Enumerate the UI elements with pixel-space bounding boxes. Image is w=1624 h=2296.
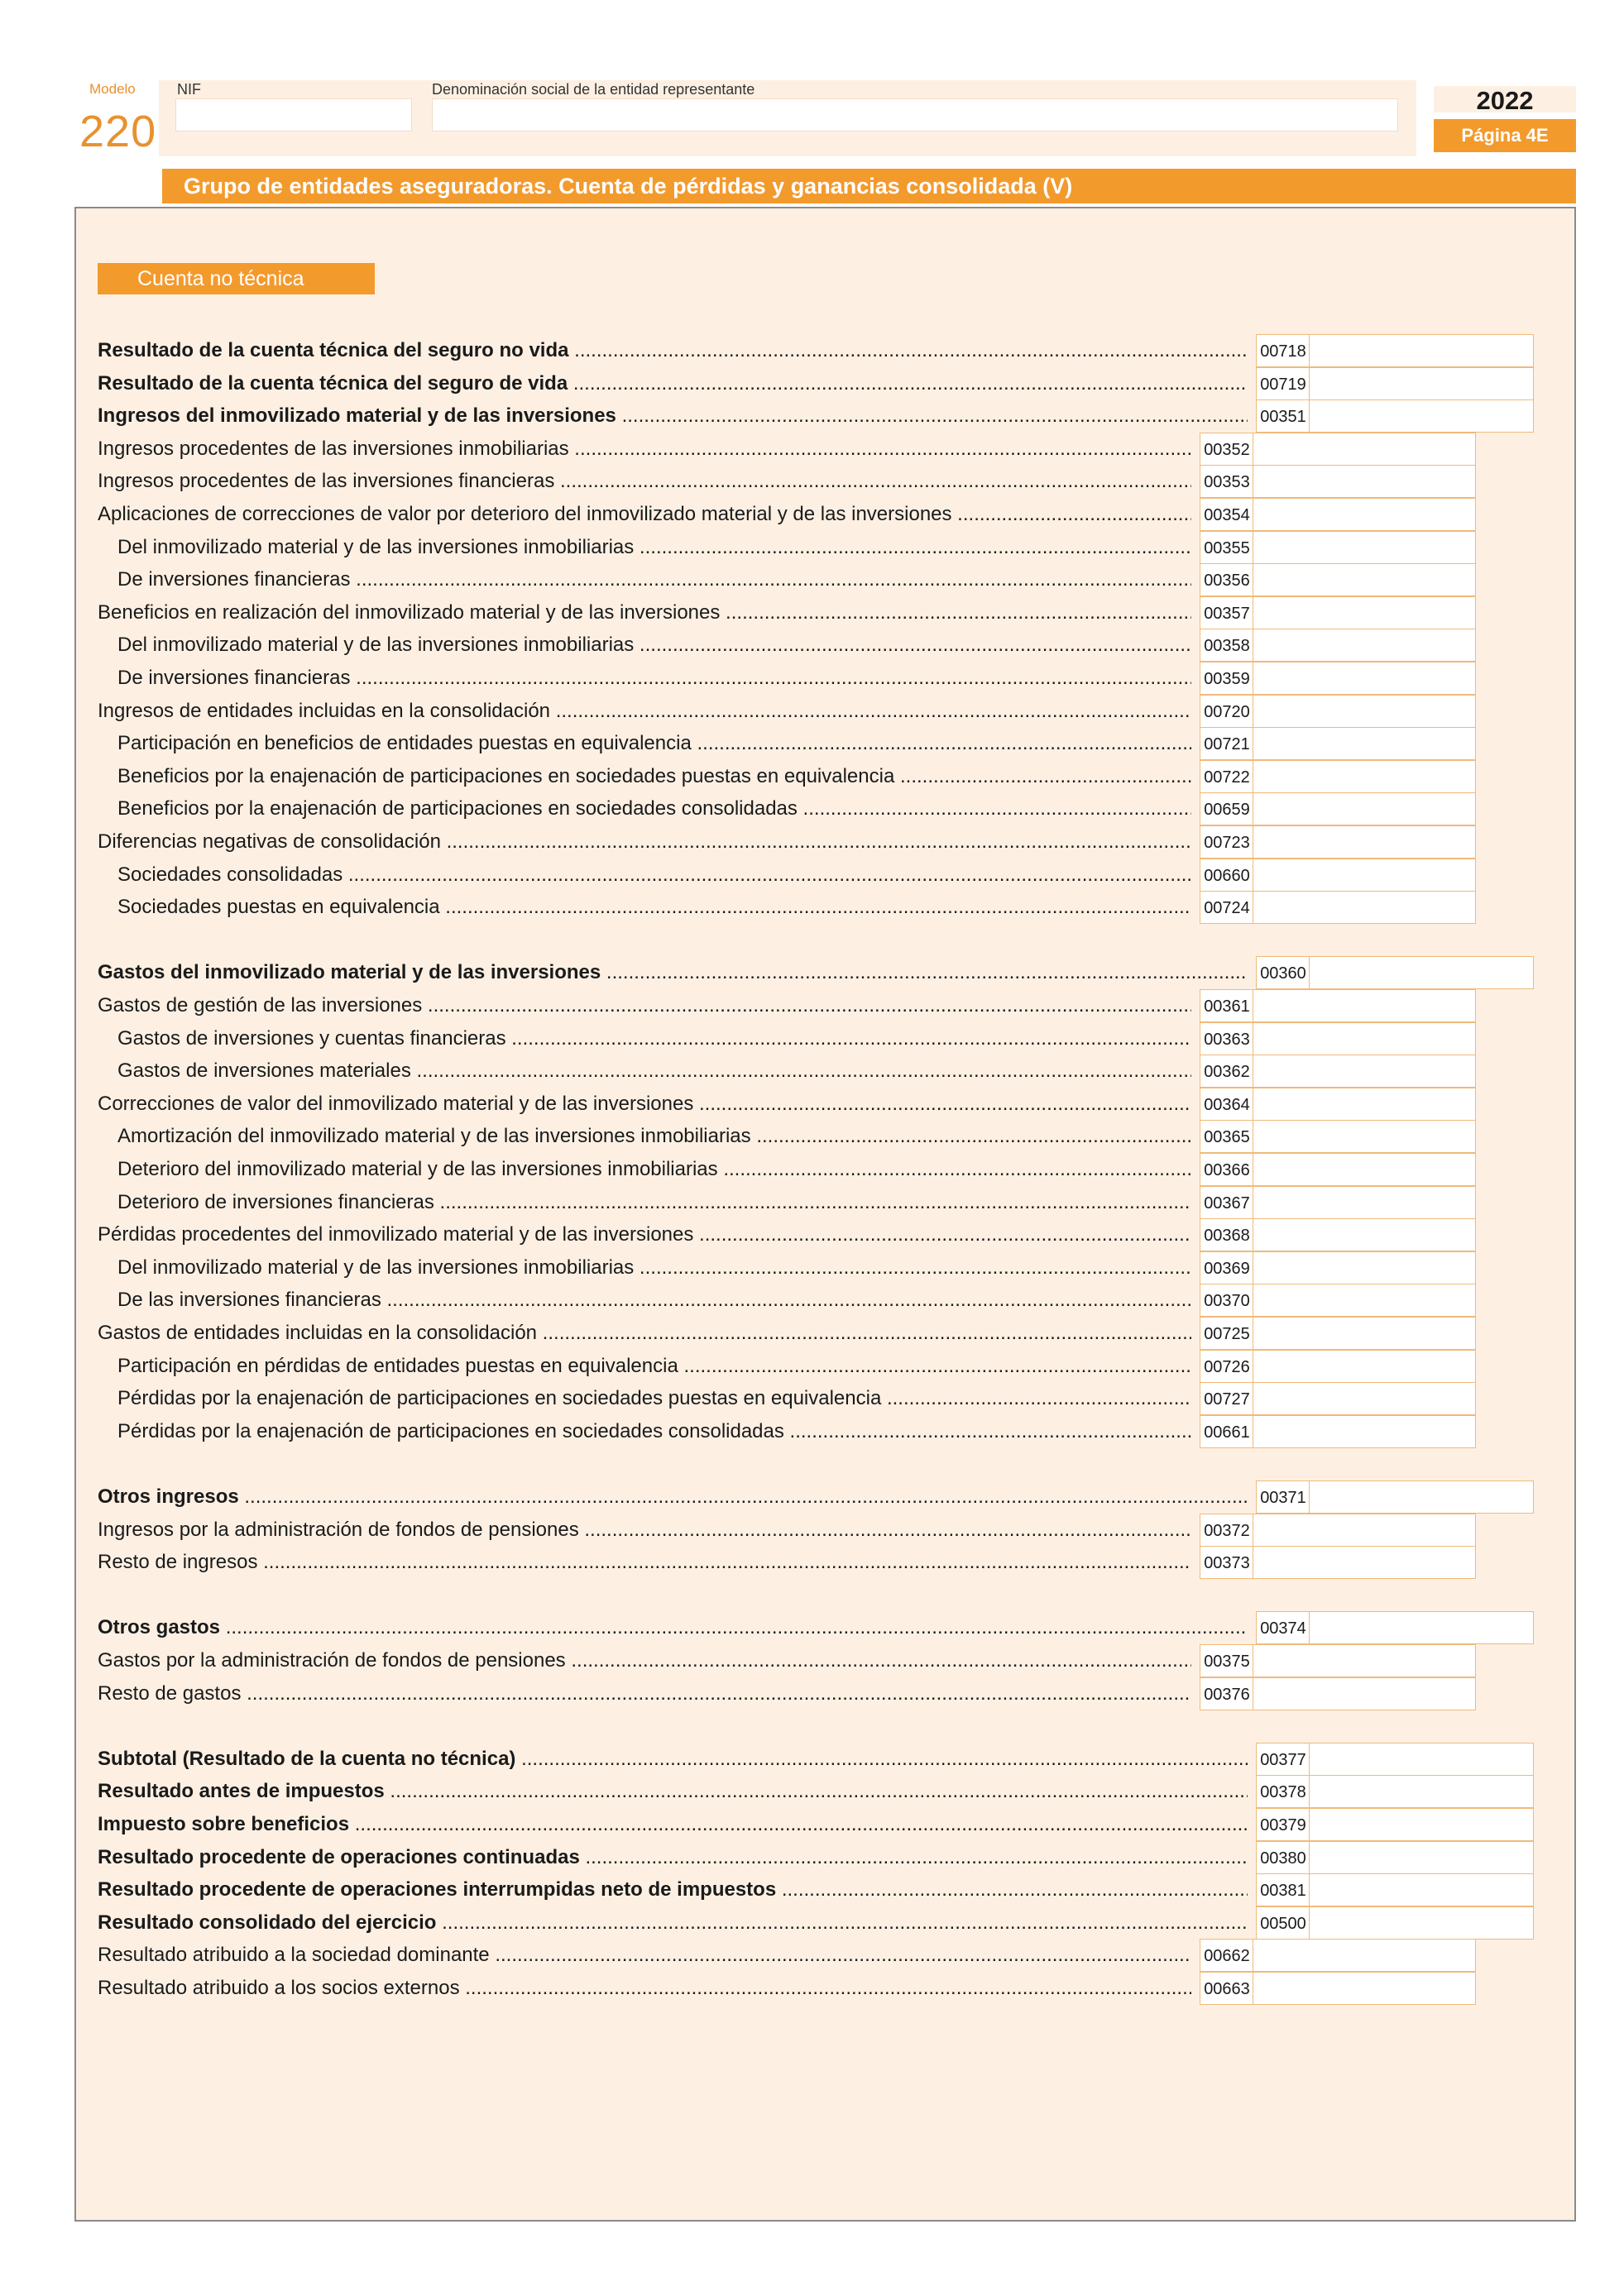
form-row: [0, 1284, 1624, 1317]
row-label: Resultado consolidado del ejercicio .....: [98, 1906, 1248, 1940]
form-row: [0, 1611, 1624, 1644]
row-label: Deterioro del inmovilizado material y de las inversiones inmobiliarias .....: [117, 1153, 1191, 1186]
row-label: Sociedades puestas en equivalencia .....: [117, 891, 1191, 924]
row-label: Ingresos por la administración de fondos de pensiones .....: [98, 1514, 1191, 1547]
amount-input[interactable]: [1309, 1808, 1534, 1841]
amount-input[interactable]: [1253, 1415, 1476, 1448]
box-code: 00375: [1200, 1644, 1253, 1677]
amount-input[interactable]: [1253, 859, 1476, 892]
form-row: [0, 1514, 1624, 1547]
box-code: 00724: [1200, 891, 1253, 924]
row-label: Otros gastos .....: [98, 1611, 1248, 1644]
box-code: 00376: [1200, 1677, 1253, 1710]
box-code: 00661: [1200, 1415, 1253, 1448]
box-code: 00721: [1200, 727, 1253, 760]
box-code: 00725: [1200, 1317, 1253, 1350]
row-label: Otros ingresos .....: [98, 1480, 1248, 1514]
amount-input[interactable]: [1253, 1218, 1476, 1251]
form-row: [0, 727, 1624, 760]
amount-input[interactable]: [1309, 399, 1534, 433]
amount-input[interactable]: [1253, 1055, 1476, 1088]
amount-input[interactable]: [1309, 1611, 1534, 1644]
box-code: 00353: [1200, 465, 1253, 498]
form-row: [0, 433, 1624, 466]
form-row: [0, 662, 1624, 695]
form-row: [0, 531, 1624, 564]
box-code: 00357: [1200, 596, 1253, 629]
box-code: 00360: [1256, 956, 1310, 989]
row-label: Participación en beneficios de entidades puestas en equivalencia .....: [117, 727, 1191, 760]
row-label: Resultado antes de impuestos .....: [98, 1775, 1248, 1808]
modelo-label: Modelo: [89, 81, 136, 97]
row-label: Gastos de gestión de las inversiones .....: [98, 989, 1191, 1022]
amount-input[interactable]: [1309, 1906, 1534, 1940]
amount-input[interactable]: [1309, 367, 1534, 400]
amount-input[interactable]: [1253, 1644, 1476, 1677]
form-row: [0, 1546, 1624, 1579]
box-code: 00380: [1256, 1841, 1310, 1874]
amount-input[interactable]: [1309, 1480, 1534, 1514]
amount-input[interactable]: [1309, 1743, 1534, 1776]
amount-input[interactable]: [1253, 1317, 1476, 1350]
box-code: 00368: [1200, 1218, 1253, 1251]
form-row: [0, 859, 1624, 892]
form-row: [0, 760, 1624, 793]
page-badge: Página 4E: [1434, 119, 1576, 152]
box-code: 00371: [1256, 1480, 1310, 1514]
form-row: [0, 1218, 1624, 1251]
form-row: [0, 367, 1624, 400]
row-label: Resultado procedente de operaciones interrumpidas neto de impuestos .....: [98, 1873, 1248, 1906]
form-row: [0, 1841, 1624, 1874]
form-row: [0, 1415, 1624, 1448]
amount-input[interactable]: [1253, 1186, 1476, 1219]
box-code: 00378: [1256, 1775, 1310, 1808]
form-row: [0, 1873, 1624, 1906]
row-label: Pérdidas procedentes del inmovilizado material y de las inversiones .....: [98, 1218, 1191, 1251]
row-label: Diferencias negativas de consolidación .....: [98, 825, 1191, 859]
row-label: Gastos del inmovilizado material y de las inversiones .....: [98, 956, 1248, 989]
box-code: 00352: [1200, 433, 1253, 466]
row-label: Beneficios en realización del inmovilizado material y de las inversiones .....: [98, 596, 1191, 629]
row-label: De inversiones financieras .....: [117, 563, 1191, 596]
box-code: 00356: [1200, 563, 1253, 596]
form-row: [0, 1972, 1624, 2005]
amount-input[interactable]: [1253, 1972, 1476, 2005]
form-row: [0, 792, 1624, 825]
row-label: Ingresos del inmovilizado material y de las inversiones .....: [98, 399, 1248, 433]
form-row: [0, 1088, 1624, 1121]
form-row: [0, 989, 1624, 1022]
amount-input[interactable]: [1253, 1251, 1476, 1284]
year-badge: 2022: [1434, 86, 1576, 112]
form-row: [0, 1186, 1624, 1219]
amount-input[interactable]: [1309, 1775, 1534, 1808]
form-row: [0, 1120, 1624, 1153]
box-code: 00662: [1200, 1939, 1253, 1972]
denominacion-label: Denominación social de la entidad representante: [432, 81, 755, 98]
amount-input[interactable]: [1253, 1677, 1476, 1710]
form-row: [0, 695, 1624, 728]
amount-input[interactable]: [1253, 1153, 1476, 1186]
box-code: 00727: [1200, 1382, 1253, 1415]
nif-input[interactable]: [175, 98, 412, 132]
amount-input[interactable]: [1253, 1120, 1476, 1153]
box-code: 00379: [1256, 1808, 1310, 1841]
box-code: 00372: [1200, 1514, 1253, 1547]
amount-input[interactable]: [1253, 1514, 1476, 1547]
nif-label: NIF: [177, 81, 201, 98]
amount-input[interactable]: [1253, 989, 1476, 1022]
row-label: Gastos de inversiones y cuentas financieras .....: [117, 1022, 1191, 1055]
form-row: [0, 1775, 1624, 1808]
form-row: [0, 1022, 1624, 1055]
form-row: [0, 1644, 1624, 1677]
box-code: 00364: [1200, 1088, 1253, 1121]
box-code: 00723: [1200, 825, 1253, 859]
amount-input[interactable]: [1253, 695, 1476, 728]
row-label: Deterioro de inversiones financieras .....: [117, 1186, 1191, 1219]
form-row: [0, 825, 1624, 859]
form-row: [0, 1480, 1624, 1514]
amount-input[interactable]: [1253, 498, 1476, 531]
row-label: Amortización del inmovilizado material y de las inversiones inmobiliarias .....: [117, 1120, 1191, 1153]
amount-input[interactable]: [1253, 465, 1476, 498]
form-row: [0, 1906, 1624, 1940]
form-row: [0, 498, 1624, 531]
row-label: Del inmovilizado material y de las inversiones inmobiliarias .....: [117, 629, 1191, 662]
form-row: [0, 334, 1624, 367]
row-label: Resto de gastos .....: [98, 1677, 1191, 1710]
box-code: 00718: [1256, 334, 1310, 367]
box-code: 00660: [1200, 859, 1253, 892]
box-code: 00720: [1200, 695, 1253, 728]
amount-input[interactable]: [1253, 1939, 1476, 1972]
form-row: [0, 891, 1624, 924]
amount-input[interactable]: [1253, 1382, 1476, 1415]
denominacion-input[interactable]: [432, 98, 1398, 132]
amount-input[interactable]: [1253, 825, 1476, 859]
box-code: 00359: [1200, 662, 1253, 695]
box-code: 00659: [1200, 792, 1253, 825]
form-row: [0, 1939, 1624, 1972]
row-label: Pérdidas por la enajenación de participaciones en sociedades puestas en equivalencia .....: [117, 1382, 1191, 1415]
row-label: Sociedades consolidadas .....: [117, 859, 1191, 892]
amount-input[interactable]: [1253, 563, 1476, 596]
amount-input[interactable]: [1253, 1022, 1476, 1055]
amount-input[interactable]: [1253, 433, 1476, 466]
box-code: 00361: [1200, 989, 1253, 1022]
amount-input[interactable]: [1253, 727, 1476, 760]
amount-input[interactable]: [1253, 1546, 1476, 1579]
row-label: Aplicaciones de correcciones de valor por deterioro del inmovilizado material y de las inversiones .....: [98, 498, 1191, 531]
form-row: [0, 1251, 1624, 1284]
form-row: [0, 1055, 1624, 1088]
form-row: [0, 1153, 1624, 1186]
row-label: Subtotal (Resultado de la cuenta no técnica) .....: [98, 1743, 1248, 1776]
row-label: Ingresos procedentes de las inversiones financieras .....: [98, 465, 1191, 498]
box-code: 00354: [1200, 498, 1253, 531]
form-row: [0, 465, 1624, 498]
form-row: [0, 399, 1624, 433]
box-code: 00726: [1200, 1350, 1253, 1383]
box-code: 00719: [1256, 367, 1310, 400]
row-label: Gastos de entidades incluidas en la consolidación .....: [98, 1317, 1191, 1350]
row-label: Pérdidas por la enajenación de participaciones en sociedades consolidadas .....: [117, 1415, 1191, 1448]
box-code: 00351: [1256, 399, 1310, 433]
box-code: 00369: [1200, 1251, 1253, 1284]
row-label: Beneficios por la enajenación de participaciones en sociedades puestas en equivalencia .....: [117, 760, 1191, 793]
box-code: 00363: [1200, 1022, 1253, 1055]
form-row: [0, 1677, 1624, 1710]
box-code: 00373: [1200, 1546, 1253, 1579]
amount-input[interactable]: [1309, 334, 1534, 367]
box-code: 00367: [1200, 1186, 1253, 1219]
box-code: 00663: [1200, 1972, 1253, 2005]
row-label: Beneficios por la enajenación de participaciones en sociedades consolidadas .....: [117, 792, 1191, 825]
row-label: De inversiones financieras .....: [117, 662, 1191, 695]
box-code: 00355: [1200, 531, 1253, 564]
box-code: 00358: [1200, 629, 1253, 662]
amount-input[interactable]: [1309, 956, 1534, 989]
amount-input[interactable]: [1253, 531, 1476, 564]
form-row: [0, 1743, 1624, 1776]
box-code: 00377: [1256, 1743, 1310, 1776]
page-title: Grupo de entidades aseguradoras. Cuenta de pérdidas y ganancias consolidada (V): [162, 169, 1576, 203]
amount-input[interactable]: [1253, 891, 1476, 924]
row-label: Gastos por la administración de fondos de pensiones .....: [98, 1644, 1191, 1677]
row-label: Resultado de la cuenta técnica del seguro no vida .....: [98, 334, 1248, 367]
row-label: Impuesto sobre beneficios .....: [98, 1808, 1248, 1841]
amount-input[interactable]: [1253, 792, 1476, 825]
form-row: [0, 629, 1624, 662]
row-label: Participación en pérdidas de entidades puestas en equivalencia .....: [117, 1350, 1191, 1383]
amount-input[interactable]: [1253, 1284, 1476, 1317]
amount-input[interactable]: [1309, 1841, 1534, 1874]
row-label: Del inmovilizado material y de las inversiones inmobiliarias .....: [117, 1251, 1191, 1284]
row-label: Resultado atribuido a la sociedad dominante .....: [98, 1939, 1191, 1972]
box-code: 00374: [1256, 1611, 1310, 1644]
row-label: Gastos de inversiones materiales .....: [117, 1055, 1191, 1088]
amount-input[interactable]: [1253, 760, 1476, 793]
amount-input[interactable]: [1309, 1873, 1534, 1906]
amount-input[interactable]: [1253, 662, 1476, 695]
form-row: [0, 1808, 1624, 1841]
form-row: [0, 596, 1624, 629]
row-label: Resultado procedente de operaciones continuadas .....: [98, 1841, 1248, 1874]
row-label: Ingresos de entidades incluidas en la consolidación .....: [98, 695, 1191, 728]
row-label: Del inmovilizado material y de las inversiones inmobiliarias .....: [117, 531, 1191, 564]
amount-input[interactable]: [1253, 1350, 1476, 1383]
box-code: 00500: [1256, 1906, 1310, 1940]
row-label: Resto de ingresos .....: [98, 1546, 1191, 1579]
box-code: 00366: [1200, 1153, 1253, 1186]
box-code: 00722: [1200, 760, 1253, 793]
row-label: Ingresos procedentes de las inversiones inmobiliarias .....: [98, 433, 1191, 466]
amount-input[interactable]: [1253, 596, 1476, 629]
form-row: [0, 1317, 1624, 1350]
row-label: De las inversiones financieras .....: [117, 1284, 1191, 1317]
form-row: [0, 1350, 1624, 1383]
form-row: [0, 563, 1624, 596]
form-row: [0, 1382, 1624, 1415]
box-code: 00370: [1200, 1284, 1253, 1317]
row-label: Correcciones de valor del inmovilizado material y de las inversiones .....: [98, 1088, 1191, 1121]
amount-input[interactable]: [1253, 1088, 1476, 1121]
form-row: [0, 956, 1624, 989]
box-code: 00381: [1256, 1873, 1310, 1906]
row-label: Resultado atribuido a los socios externos .....: [98, 1972, 1191, 2005]
box-code: 00365: [1200, 1120, 1253, 1153]
row-label: Resultado de la cuenta técnica del seguro de vida .....: [98, 367, 1248, 400]
amount-input[interactable]: [1253, 629, 1476, 662]
box-code: 00362: [1200, 1055, 1253, 1088]
section-tag: Cuenta no técnica: [98, 263, 375, 294]
modelo-number: 220: [79, 107, 157, 156]
